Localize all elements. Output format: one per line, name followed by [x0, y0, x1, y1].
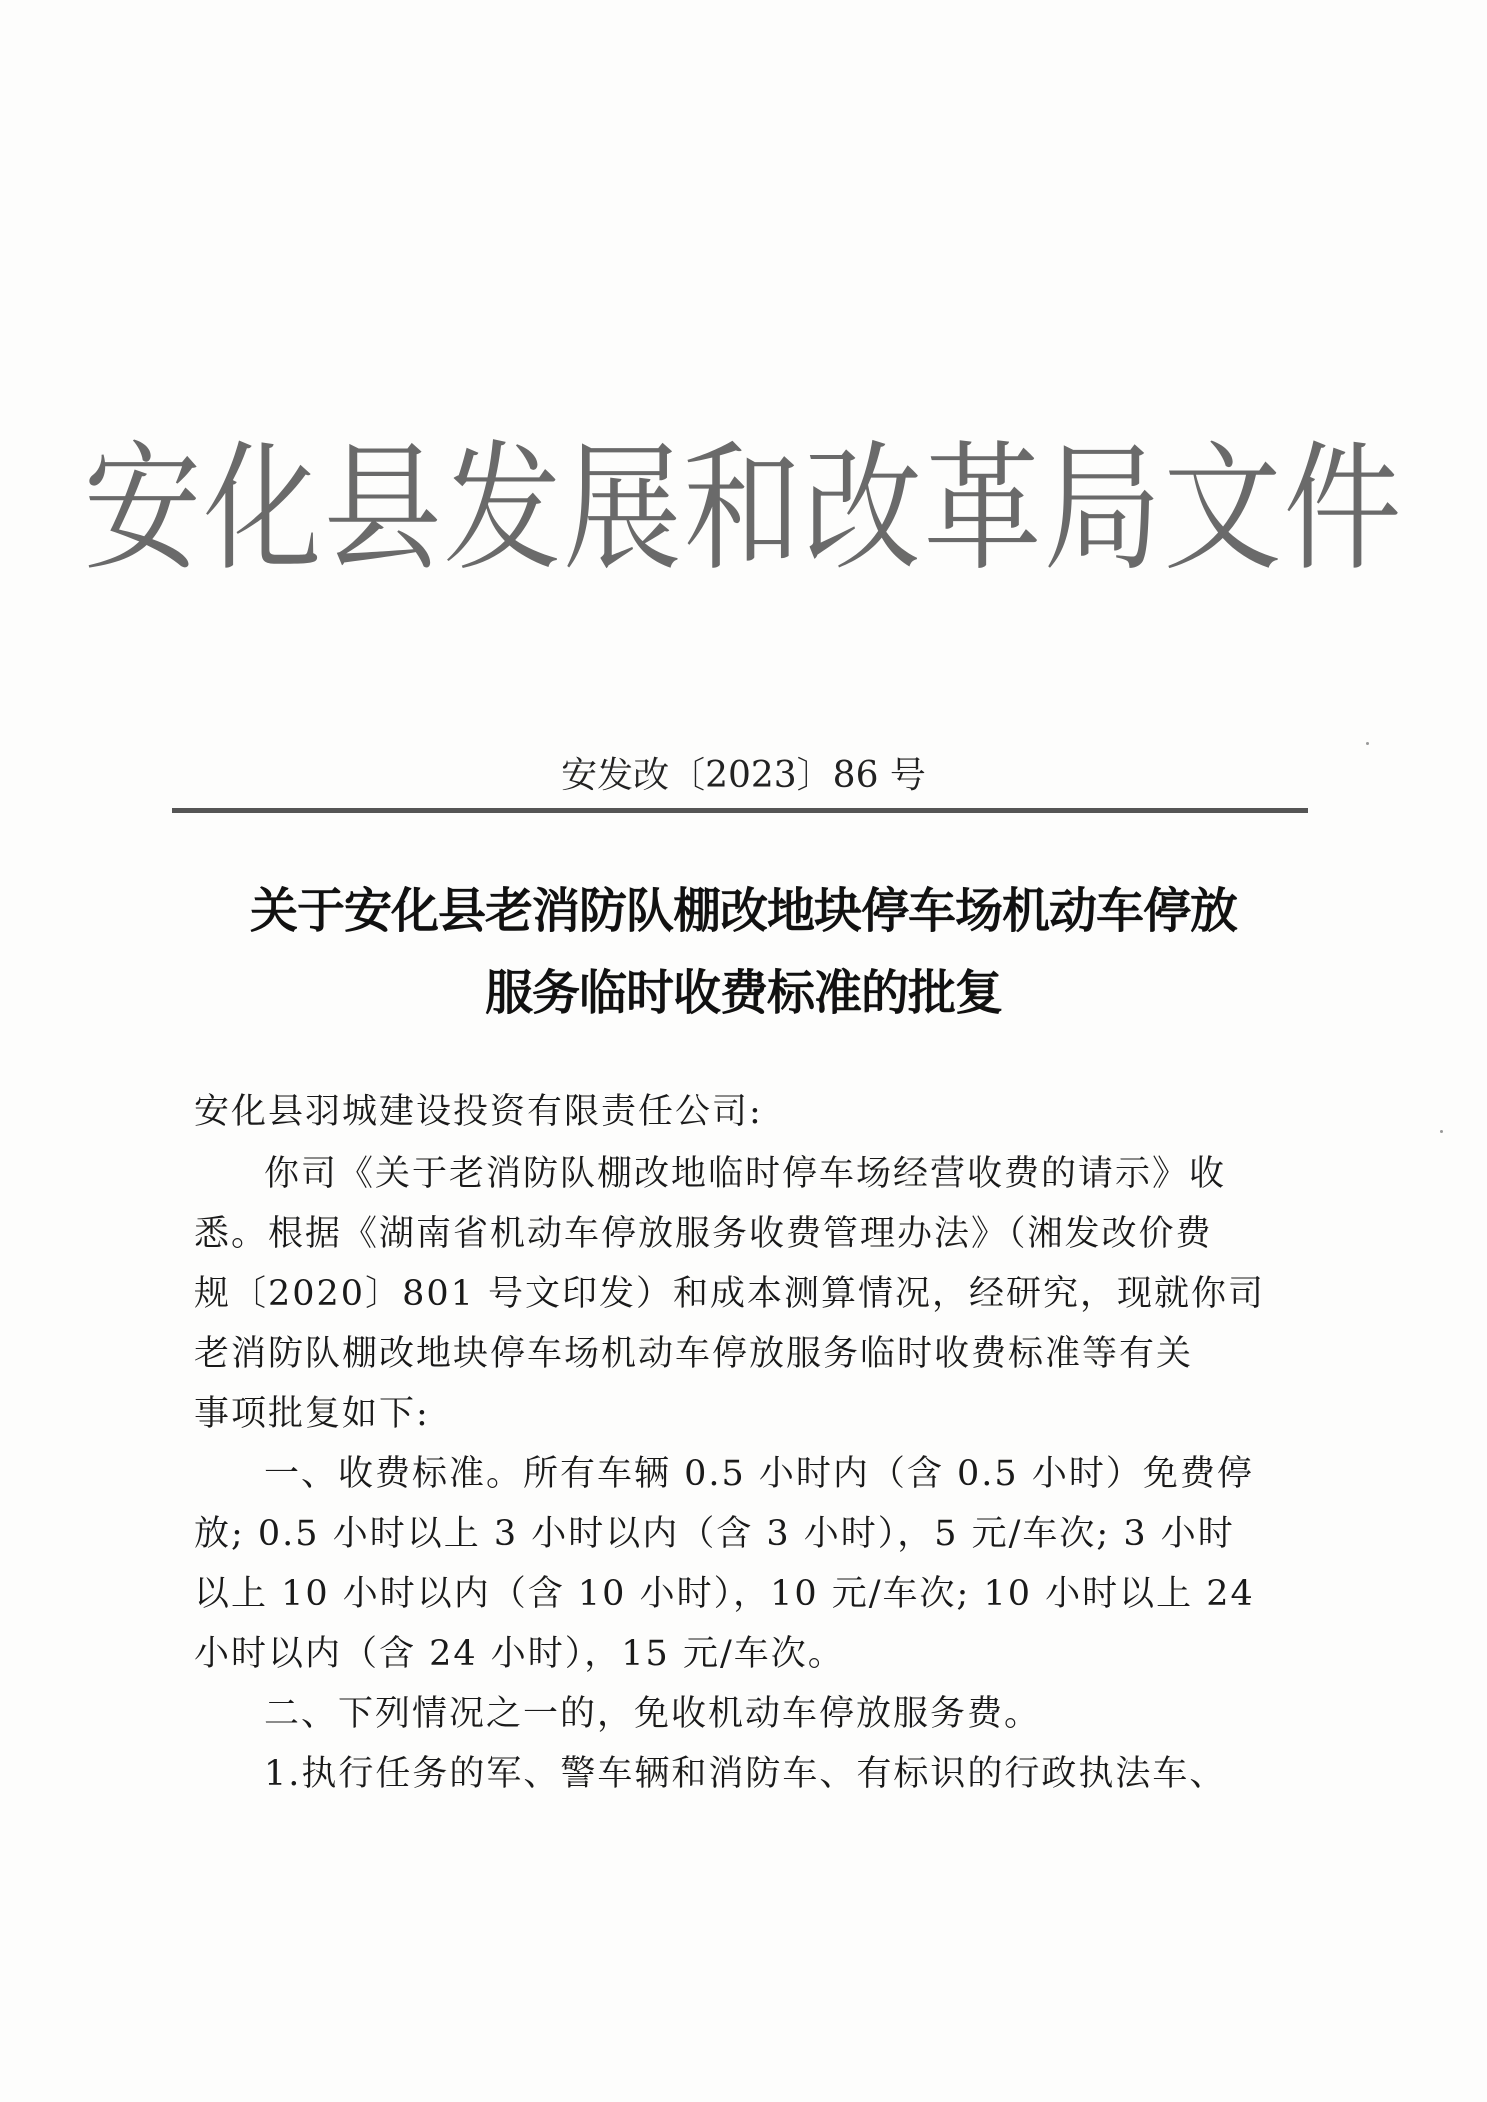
- paragraph-line: 悉。根据《湖南省机动车停放服务收费管理办法》（湘发改价费: [194, 1214, 1213, 1254]
- paragraph-line: 你司《关于老消防队棚改地临时停车场经营收费的请示》收: [264, 1154, 1227, 1194]
- document-title: [120, 870, 1367, 1034]
- paragraph-exemption-item-1: 1.执行任务的军、警车辆和消防车、有标识的行政执法车、: [264, 1754, 1227, 1794]
- paragraph-line: 规〔2020〕801 号文印发）和成本测算情况，经研究，现就你司: [194, 1274, 1266, 1314]
- title-line-2: 服务临时收费标准的批复: [484, 965, 1002, 1021]
- scan-speck: [1440, 1130, 1443, 1133]
- header-divider: [172, 808, 1308, 813]
- paragraph-line: 事项批复如下:: [194, 1394, 430, 1434]
- document-number: 安发改〔2023〕86 号: [561, 755, 926, 796]
- document-body: [194, 1082, 1306, 1804]
- paragraph-exemptions: 二、下列情况之一的，免收机动车停放服务费。: [264, 1694, 1042, 1734]
- title-line-1: 关于安化县老消防队棚改地块停车场机动车停放: [249, 883, 1237, 939]
- paragraph-line: 一、收费标准。所有车辆 0.5 小时内（含 0.5 小时）免费停: [264, 1454, 1254, 1494]
- salutation: 安化县羽城建设投资有限责任公司:: [194, 1092, 763, 1132]
- paragraph-fee-standard: [194, 1444, 1306, 1684]
- paragraph-line: 以上 10 小时以内（含 10 小时），10 元/车次; 10 小时以上 24: [194, 1574, 1255, 1614]
- paragraph-line: 老消防队棚改地块停车场机动车停放服务临时收费标准等有关: [194, 1334, 1194, 1374]
- paragraph-request: [194, 1144, 1306, 1444]
- paragraph-line: 小时以内（含 24 小时），15 元/车次。: [194, 1634, 845, 1674]
- masthead-title: 安化县发展和改革局文件: [83, 427, 1404, 590]
- scan-speck: [1366, 742, 1369, 745]
- paragraph-line: 放; 0.5 小时以上 3 小时以内（含 3 小时），5 元/车次; 3 小时: [194, 1514, 1235, 1554]
